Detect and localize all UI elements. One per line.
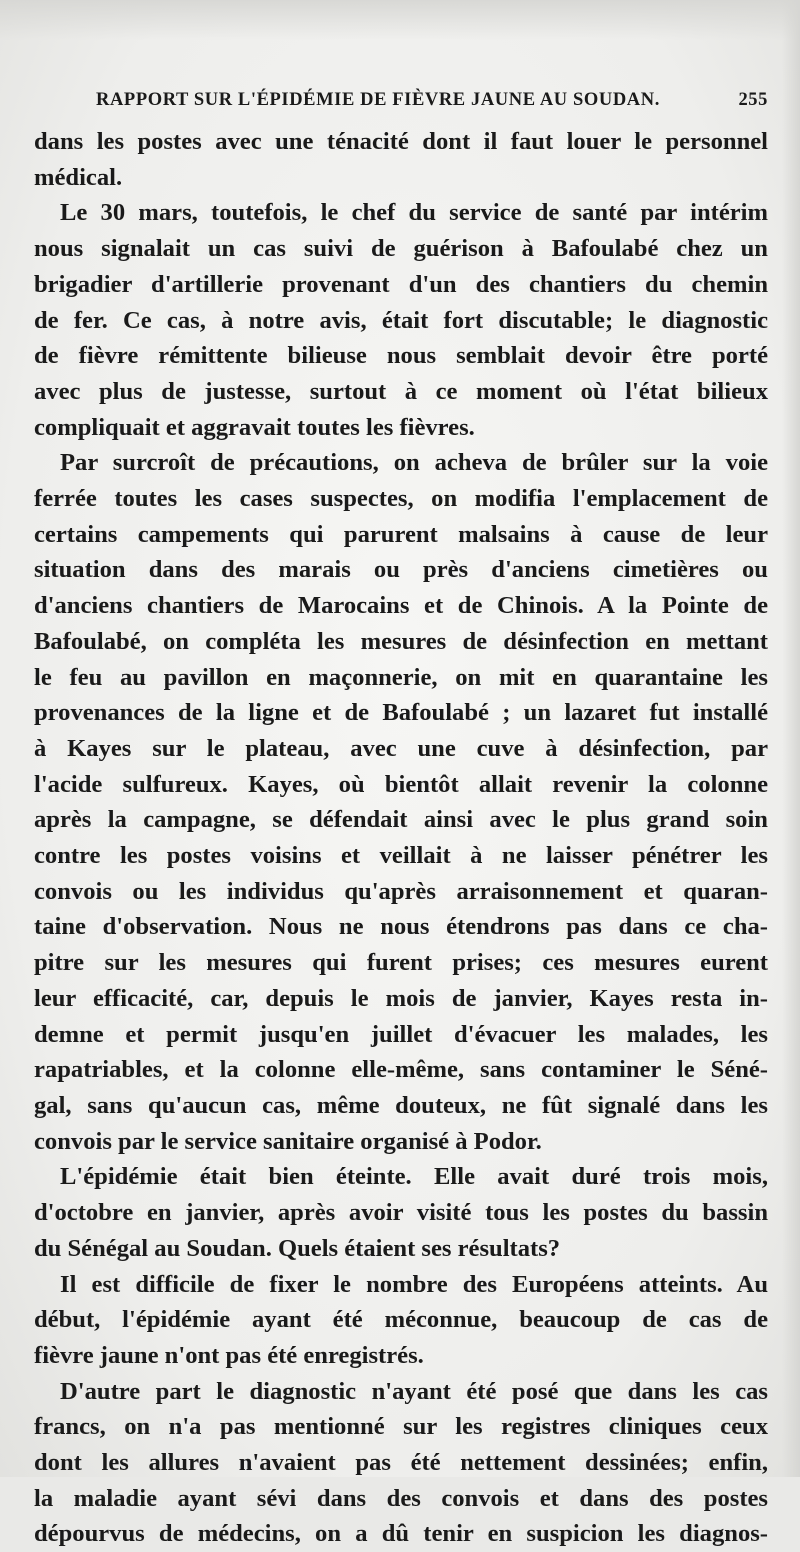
running-header [96, 90, 768, 111]
text-line: la maladie ayant sévi dans des convois et dans des postes [34, 1484, 768, 1512]
text-line: gal, sans qu'aucun cas, même douteux, ne fût signalé dans les [34, 1091, 768, 1119]
text-line: taine d'observation. Nous ne nous étendrons pas dans ce cha- [34, 913, 768, 941]
text-line: certains campements qui parurent malsains à cause de leur [34, 520, 768, 548]
text-line: à Kayes sur le plateau, avec une cuve à désinfection, par [34, 734, 768, 762]
text-line: demne et permit jusqu'en juillet d'évacuer les malades, les [34, 1020, 768, 1048]
text-line: médical. [34, 163, 123, 191]
text-line: après la campagne, se défendait ainsi avec le plus grand soin [34, 806, 768, 834]
text-line: nous signalait un cas suivi de guérison à Bafoulabé chez un [34, 235, 768, 263]
text-line: de fièvre rémittente bilieuse nous semblait devoir être porté [34, 342, 768, 370]
text-line: l'acide sulfureux. Kayes, où bientôt allait revenir la colonne [34, 770, 768, 798]
body-text [34, 124, 768, 1552]
text-line: Il est difficile de fixer le nombre des Européens atteints. Au [60, 1270, 768, 1298]
text-line: rapatriables, et la colonne elle-même, sans contaminer le Séné- [34, 1056, 768, 1084]
text-line: dans les postes avec une ténacité dont il faut louer le personnel [34, 128, 768, 155]
text-line: leur efficacité, car, depuis le mois de janvier, Kayes resta in- [34, 984, 768, 1012]
text-line: Le 30 mars, toutefois, le chef du service de santé par intérim [60, 199, 768, 227]
right-edge-shadow [782, 0, 800, 1477]
text-line: Bafoulabé, on compléta les mesures de désinfection en mettant [34, 627, 768, 655]
text-line: pitre sur les mesures qui furent prises; ces mesures eurent [34, 949, 768, 977]
text-line: D'autre part le diagnostic n'ayant été posé que dans les cas [60, 1377, 768, 1405]
text-line: avec plus de justesse, surtout à ce moment où l'état bilieux [34, 377, 768, 405]
text-line: provenances de la ligne et de Bafoulabé ; un lazaret fut installé [34, 699, 768, 727]
text-line: du Sénégal au Soudan. Quels étaient ses résultats? [34, 1234, 561, 1262]
text-line: convois ou les individus qu'après arraisonnement et quaran- [34, 877, 768, 905]
text-line: situation dans des marais ou près d'anciens cimetières ou [34, 556, 768, 584]
top-edge-shadow [0, 0, 800, 40]
text-line: brigadier d'artillerie provenant d'un des chantiers du chemin [34, 270, 768, 298]
text-line: dont les allures n'avaient pas été nettement dessinées; enfin, [34, 1449, 768, 1477]
running-title: RAPPORT SUR L'ÉPIDÉMIE DE FIÈVRE JAUNE AU SOUDAN. [96, 90, 660, 110]
text-line: dépourvus de médecins, on a dû tenir en suspicion les diagnos- [34, 1520, 768, 1548]
text-line: Par surcroît de précautions, on acheva de brûler sur la voie [60, 449, 768, 477]
text-line: L'épidémie était bien éteinte. Elle avait duré trois mois, [60, 1163, 768, 1191]
text-line: de fer. Ce cas, à notre avis, était fort discutable; le diagnostic [34, 306, 768, 334]
text-line: ferrée toutes les cases suspectes, on modifia l'emplacement de [34, 485, 768, 513]
page-number: 255 [738, 90, 768, 110]
text-line: contre les postes voisins et veillait à ne laisser pénétrer les [34, 842, 768, 870]
text-line: fièvre jaune n'ont pas été enregistrés. [34, 1341, 424, 1369]
text-line: d'octobre en janvier, après avoir visité tous les postes du bassin [34, 1199, 768, 1227]
text-line: le feu au pavillon en maçonnerie, on mit en quarantaine les [34, 663, 768, 691]
text-line: début, l'épidémie ayant été méconnue, beaucoup de cas de [34, 1306, 768, 1334]
text-line: convois par le service sanitaire organisé à Podor. [34, 1127, 542, 1155]
text-line: compliquait et aggravait toutes les fièvres. [34, 413, 475, 441]
text-line: d'anciens chantiers de Marocains et de Chinois. A la Pointe de [34, 592, 768, 620]
text-line: francs, on n'a pas mentionné sur les registres cliniques ceux [34, 1413, 768, 1441]
